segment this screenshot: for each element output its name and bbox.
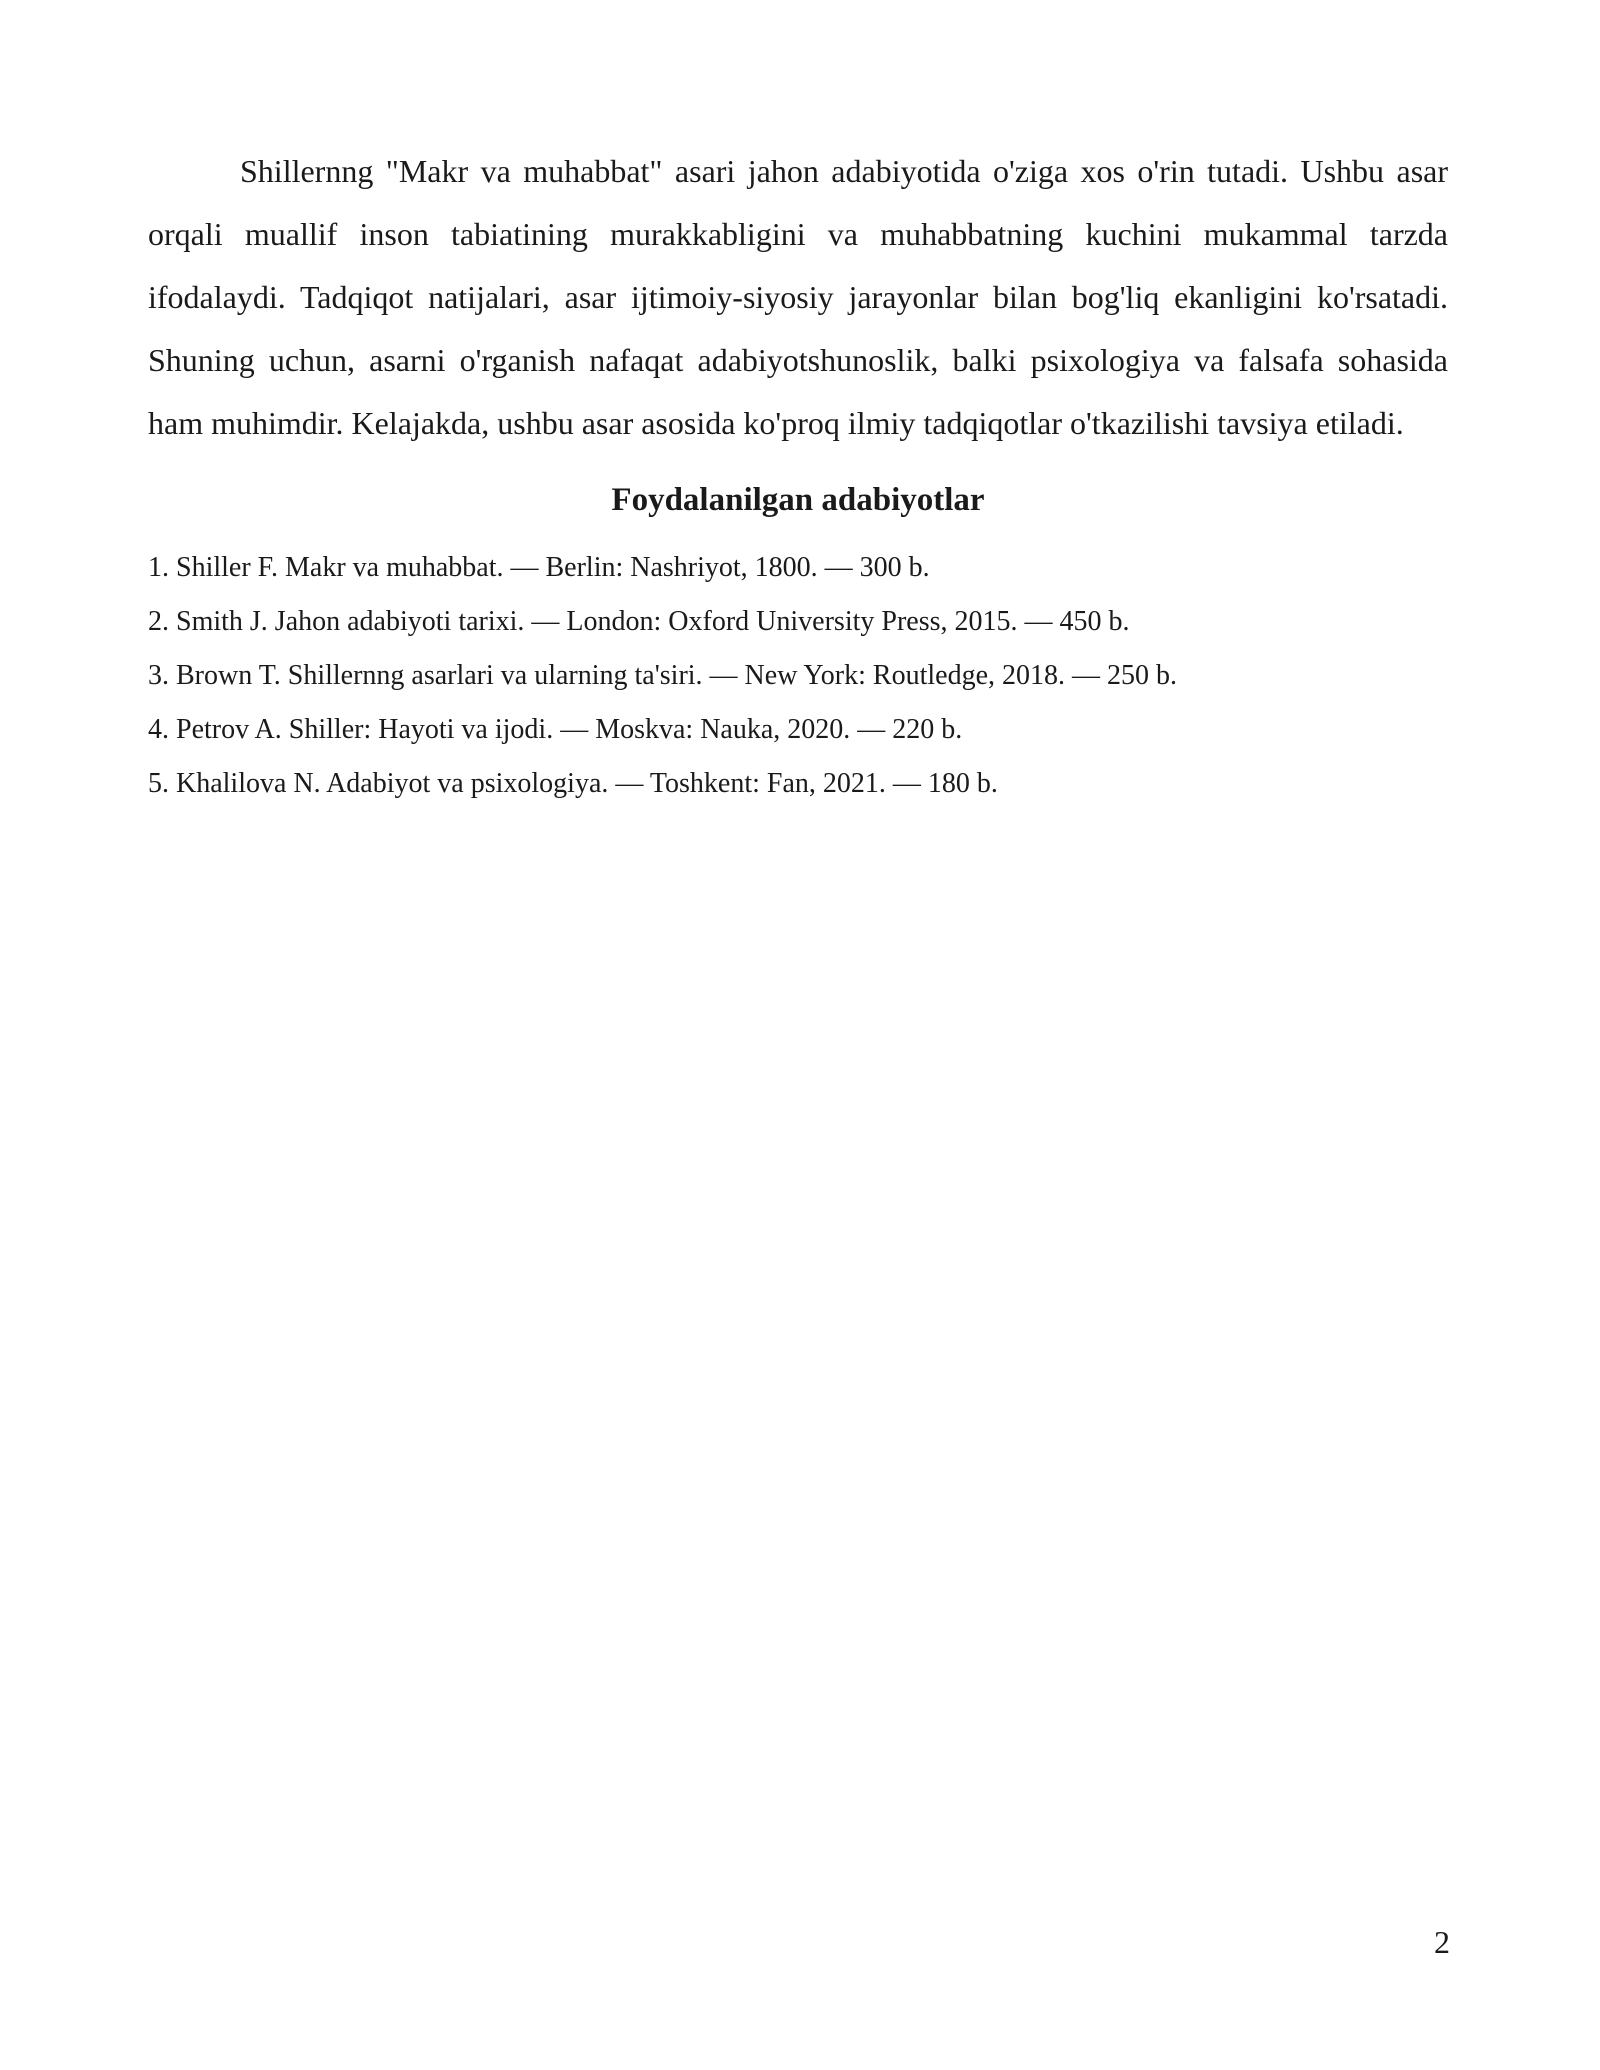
- reference-item: 2. Smith J. Jahon adabiyoti tarixi. — London: Oxford University Press, 2015. — 450 b.: [148, 606, 1130, 637]
- reference-item: 5. Khalilova N. Adabiyot va psixologiya. — Toshkent: Fan, 2021. — 180 b.: [148, 768, 998, 799]
- reference-item: 3. Brown T. Shillernng asarlari va ularning ta'siri. — New York: Routledge, 2018. — 250 b.: [148, 660, 1177, 691]
- conclusion-paragraph: Shillernng "Makr va muhabbat" asari jahon adabiyotida o'ziga xos o'rin tutadi. Ushbu asar orqali muallif inson tabiatining murakkabligini va muhabbatning kuchini mukammal tarzda ifodalaydi. Tadqiqot natijalari, asar ijtimoiy-siyosiy jarayonlar bilan bog'liq ekanligini ko'rsatadi. Shuning uchun, asarni o'rganish nafaqat adabiyotshunoslik, balki psixologiya va falsafa sohasida ham muhimdir. Kelajakda, ushbu asar asosida ko'proq ilmiy tadqiqotlar o'tkazilishi tavsiya etiladi.: [148, 153, 1448, 441]
- reference-item: 4. Petrov A. Shiller: Hayoti va ijodi. — Moskva: Nauka, 2020. — 220 b.: [148, 714, 963, 745]
- page-content: [148, 140, 1448, 811]
- page-number: 2: [1434, 1924, 1450, 1960]
- references-list: [148, 541, 1448, 811]
- references-heading: Foydalanilgan adabiyotlar: [611, 482, 985, 518]
- reference-item: 1. Shiller F. Makr va muhabbat. — Berlin: Nashriyot, 1800. — 300 b.: [148, 552, 930, 583]
